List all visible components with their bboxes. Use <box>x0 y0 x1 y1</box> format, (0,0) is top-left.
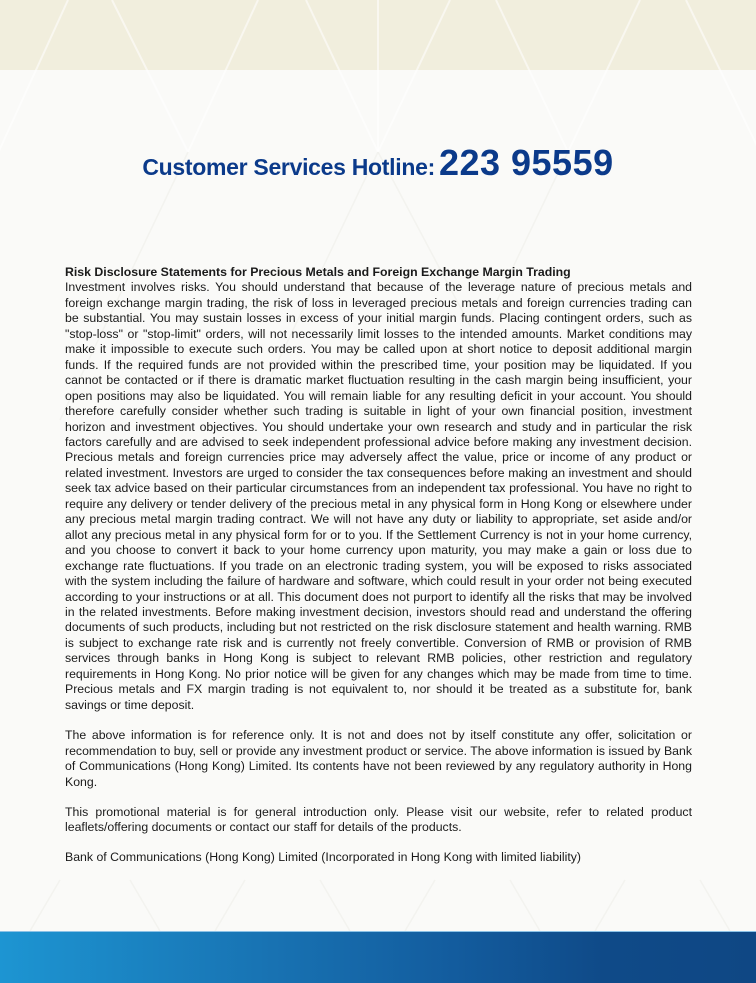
customer-hotline-heading <box>0 142 756 184</box>
disclosure-section <box>65 265 692 836</box>
paragraph-spacer <box>65 713 692 728</box>
bottom-decorative-band <box>0 931 756 983</box>
disclosure-body: Investment involves risks. You should understand that because of the leverage nature of precious metals and foreign exchange margin trading, the risk of loss in leveraged precious metals and foreign currencies trading can be substantial. You may sustain losses in excess of your initial margin funds. Placing contingent orders, such as "stop-loss" or "stop-limit" orders, will not necessarily limit losses to the intended amounts. Market conditions may make it impossible to execute such orders. You may be called upon at short notice to deposit additional margin funds. If the required funds are not provided within the prescribed time, your position may be liquidated. If you cannot be contacted or if there is dramatic market fluctuation resulting in the cash margin being insufficient, your open positions may also be liquidated. You will remain liable for any resulting deficit in your account. You should therefore carefully consider whether such trading is suitable in light of your own financial position, investment horizon and investment objectives. You should undertake your own research and study and in particular the risk factors carefully and are advised to seek independent professional advice before making any investment decision. Precious metals and foreign currencies price may adversely affect the value, price or income of any product or related investment. Investors are urged to consider the tax consequences before making an investment and should seek tax advice based on their particular circumstances from an independent tax professional. You have no right to require any delivery or tender delivery of the precious metal in any physical form in Hong Kong or elsewhere under any precious metal margin trading contract. We will not have any duty or liability to appropriate, set aside and/or allot any precious metal in any physical form for or to you. If the Settlement Currency is not in your home currency, and you choose to convert it back to your home currency upon maturity, you may make a gain or loss due to exchange rate fluctuations. If you trade on an electronic trading system, you will be exposed to risks associated with the system including the failure of hardware and software, which could result in your order not being executed according to your instructions or at all. This document does not purport to identify all the risks that may be involved in the related investments. Before making investment decision, investors should read and understand the offering documents of such products, including but not restricted on the risk disclosure statement and health warning. RMB is subject to exchange rate risk and is currently not freely convertible. Conversion of RMB or provision of RMB services through banks in Hong Kong is subject to relevant RMB policies, other restriction and regulatory requirements in Hong Kong. No prior notice will be given for any changes which may be made from time to time. Precious metals and FX margin trading is not equivalent to, nor should it be treated as a substitute for, bank savings or time deposit. <box>65 280 692 712</box>
promotional-notice: This promotional material is for general introduction only. Please visit our website, refer to related product leaflets/offering documents or contact our staff for details of the products. <box>65 804 692 835</box>
paragraph-spacer <box>65 790 692 805</box>
top-decorative-band <box>0 0 756 70</box>
company-footer: Bank of Communications (Hong Kong) Limited (Incorporated in Hong Kong with limited liability) <box>65 850 582 864</box>
hotline-number: 223 95559 <box>438 142 614 183</box>
hotline-label: Customer Services Hotline: <box>142 154 435 180</box>
reference-notice: The above information is for reference only. It is not and does not by itself constitute any offer, solicitation or recommendation to buy, sell or provide any investment product or service. The above information is issued by Bank of Communications (Hong Kong) Limited. Its contents have not been reviewed by any regulatory authority in Hong Kong. <box>65 728 692 789</box>
disclosure-title: Risk Disclosure Statements for Precious Metals and Foreign Exchange Margin Trading <box>65 265 571 279</box>
